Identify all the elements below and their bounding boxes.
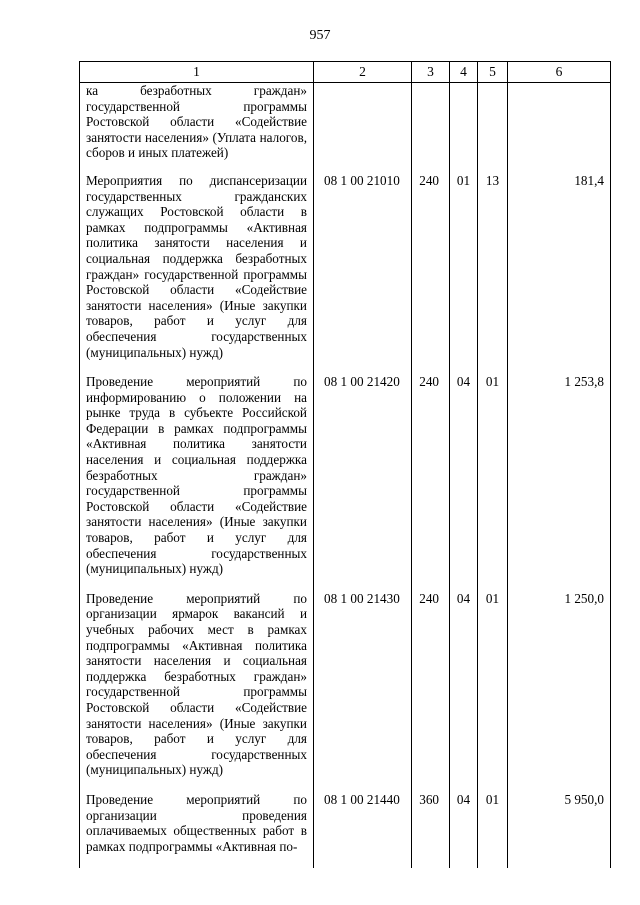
- row-target-code: [314, 83, 412, 173]
- row-section: 04: [450, 792, 478, 868]
- row-expense-type: 240: [412, 374, 450, 591]
- table-row: [80, 83, 611, 173]
- row-expense-type: 240: [412, 591, 450, 792]
- table-row: [80, 591, 611, 792]
- row-section: 04: [450, 374, 478, 591]
- row-description: Проведение мероприятий по организации проведения оплачиваемых общественных работ в рамках подпрограммы «Активная по-: [80, 792, 314, 868]
- table-body: [80, 83, 611, 869]
- row-description: Проведение мероприятий по организации ярмарок вакансий и учебных рабочих мест в рамках подпрограммы «Активная политика занятости населения и социальная поддержка безработных граждан» государственной программы Ростовской области «Содействие занятости населения» (Иные закупки товаров, работ и услуг для обеспечения государственных (муниципальных) нужд): [80, 591, 314, 792]
- header-col-4: 4: [450, 62, 478, 83]
- row-expense-type: [412, 83, 450, 173]
- header-col-1: 1: [80, 62, 314, 83]
- row-expense-type: 240: [412, 173, 450, 374]
- table-header: [80, 62, 611, 83]
- row-amount: [508, 83, 611, 173]
- header-row: [80, 62, 611, 83]
- row-target-code: 08 1 00 21010: [314, 173, 412, 374]
- row-amount: 5 950,0: [508, 792, 611, 868]
- header-col-2: 2: [314, 62, 412, 83]
- row-amount: 1 250,0: [508, 591, 611, 792]
- row-expense-type: 360: [412, 792, 450, 868]
- table-row: [80, 374, 611, 591]
- header-col-6: 6: [508, 62, 611, 83]
- row-section: 01: [450, 173, 478, 374]
- row-subsection: 01: [478, 591, 508, 792]
- row-description: Проведение мероприятий по информированию о положении на рынке труда в субъекте Российской Федерации в рамках подпрограммы «Активная политика занятости населения и социальная поддержка безработных граждан» государственной программы Ростовской области «Содействие занятости населения» (Иные закупки товаров, работ и услуг для обеспечения государственных (муниципальных) нужд): [80, 374, 314, 591]
- row-target-code: 08 1 00 21420: [314, 374, 412, 591]
- row-section: 04: [450, 591, 478, 792]
- row-amount: 181,4: [508, 173, 611, 374]
- header-col-3: 3: [412, 62, 450, 83]
- row-amount: 1 253,8: [508, 374, 611, 591]
- row-subsection: [478, 83, 508, 173]
- header-col-5: 5: [478, 62, 508, 83]
- row-description: Мероприятия по диспансеризации государственных гражданских служащих Ростовской области в рамках подпрограммы «Активная политика занятости населения и социальная поддержка безработных граждан» государственной программы Ростовской области «Содействие занятости населения» (Иные закупки товаров, работ и услуг для обеспечения государственных (муниципальных) нужд): [80, 173, 314, 374]
- row-subsection: 01: [478, 792, 508, 868]
- row-section: [450, 83, 478, 173]
- row-subsection: 13: [478, 173, 508, 374]
- row-target-code: 08 1 00 21440: [314, 792, 412, 868]
- table-row: [80, 792, 611, 868]
- page-number: 957: [309, 28, 331, 43]
- row-subsection: 01: [478, 374, 508, 591]
- budget-table: [79, 61, 611, 868]
- row-description: ка безработных граждан» государственной программы Ростовской области «Содействие занятости населения» (Уплата налогов, сборов и иных платежей): [80, 83, 314, 173]
- row-target-code: 08 1 00 21430: [314, 591, 412, 792]
- table-row: [80, 173, 611, 374]
